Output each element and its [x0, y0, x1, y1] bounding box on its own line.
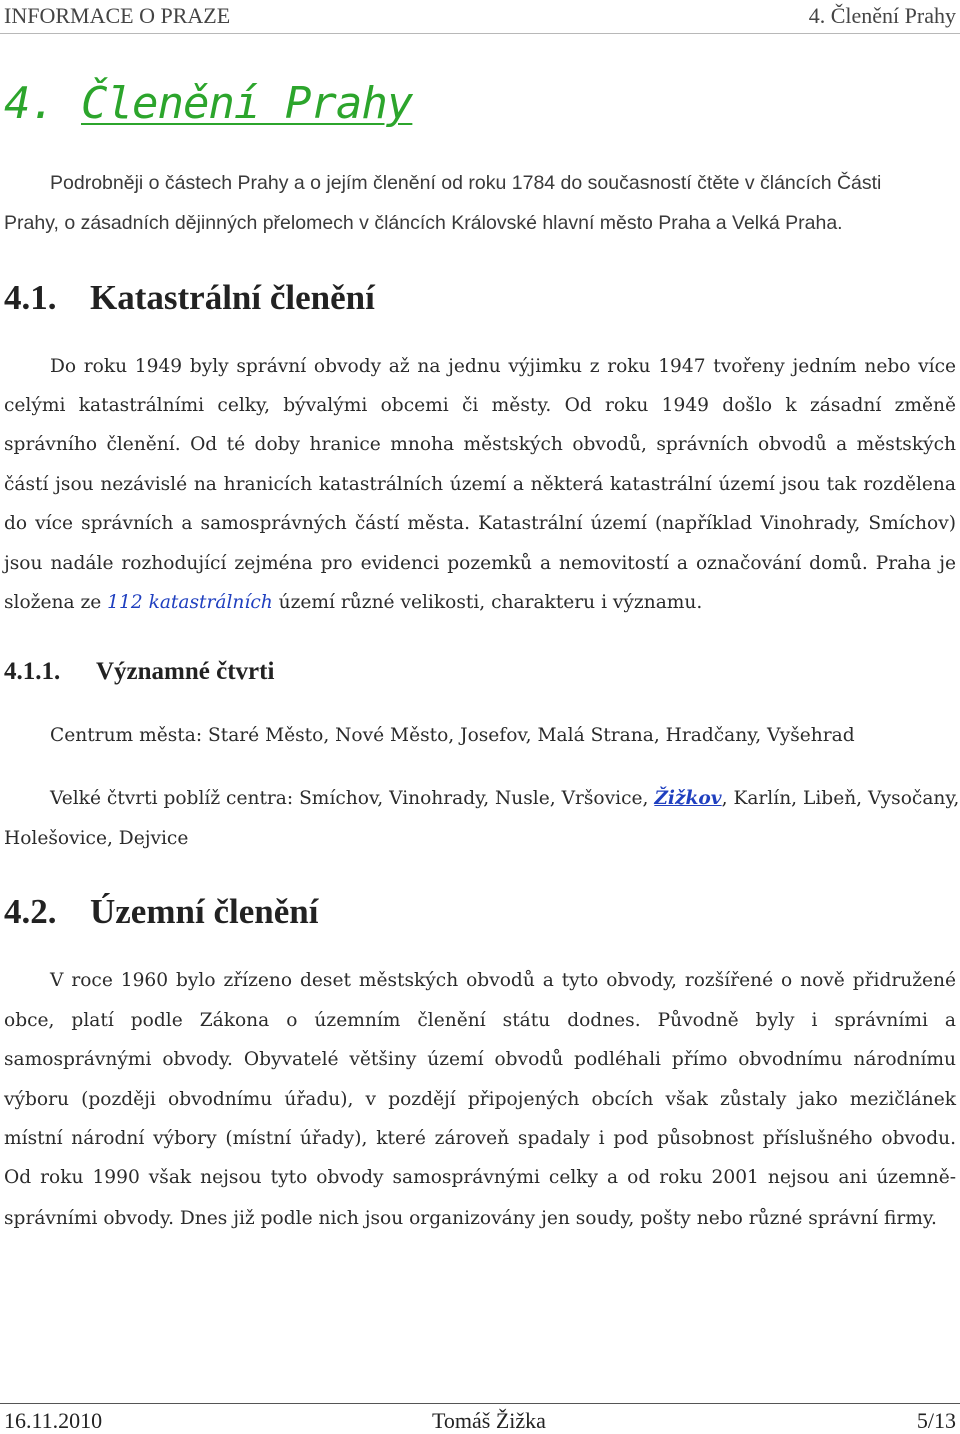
section-title: Územní členění [90, 892, 319, 931]
paragraph-line: Do roku 1949 byly správní obvody až na jednu výjimku z roku 1947 tvořeny jedním nebo více [50, 356, 956, 377]
section-title: Katastrální členění [90, 278, 375, 317]
subsection-number: 4.1.1. [4, 658, 61, 685]
intro-line-1: Podrobněji o částech Prahy a o jejím členění od roku 1784 do současností čtěte v článcích Části [50, 172, 882, 194]
page-title [4, 78, 412, 129]
page-title-number: 4. [4, 78, 55, 129]
paragraph-line: výboru (později obvodnímu úřadu), v pozdějí připojených obcích však zůstaly jako mezičlánek [4, 1089, 956, 1110]
intro-line-2: Prahy, o zásadních dějinných přelomech v článcích Královské hlavní město Praha a Velká Praha. [4, 212, 843, 234]
running-header-left: INFORMACE O PRAZE [4, 3, 231, 28]
paragraph-line: celými katastrálními celky, bývalými obcemi či městy. Od roku 1949 došlo k zásadní změně [4, 395, 956, 416]
section-heading-uzemni [4, 892, 318, 932]
text-run: složena ze [4, 592, 108, 613]
footer-divider [0, 1403, 960, 1404]
text-run: území různé velikosti, charakteru i významu. [272, 592, 703, 613]
centrum-line: Centrum města: Staré Město, Nové Město, Josefov, Malá Strana, Hradčany, Vyšehrad [50, 725, 855, 746]
subsection-title: Významné čtvrti [96, 658, 275, 685]
text-run: , Karlín, Libeň, Vysočany, [721, 788, 960, 809]
paragraph-line: samosprávnými obvody. Obyvatelé většiny území obvodů podléhali přímo obvodnímu národnímu [4, 1049, 956, 1070]
paragraph-line: obce, platí podle Zákona o územním členění státu dodnes. Původně byly i správními a [4, 1010, 956, 1031]
section-number: 4.2. [4, 892, 57, 931]
paragraph-line: správního členění. Od té doby hranice mnoha městských obvodů, správních obvodů a městských [4, 434, 956, 455]
paragraph-line-last [4, 592, 956, 613]
footer-date: 16.11.2010 [4, 1408, 103, 1433]
header-divider [0, 33, 960, 34]
footer-page-number: 5/13 [916, 1408, 956, 1433]
page-title-text[interactable]: Členění Prahy [80, 78, 413, 129]
paragraph-line: do více správních a samosprávných částí města. Katastrální území (například Vinohrady, Smíchov) [4, 513, 956, 534]
velke-ctvrti-line [50, 788, 960, 809]
paragraph-line-last: správními obvody. Dnes již podle nich jsou organizovány jen soudy, pošty nebo různé správní firmy. [4, 1208, 937, 1229]
velke-ctvrti-line-2: Holešovice, Dejvice [4, 828, 189, 849]
section-number: 4.1. [4, 278, 57, 317]
subsection-heading-ctvrti [4, 658, 274, 686]
paragraph-line: jsou nadále rozhodující zejména pro evidenci pozemků a nemovitostí a označování domů. Praha je [4, 553, 956, 574]
running-header-right: 4. Členění Prahy [808, 3, 956, 28]
katastralni-link[interactable]: 112 katastrálních [107, 592, 273, 613]
paragraph-line: V roce 1960 bylo zřízeno deset městských obvodů a tyto obvody, rozšířené o nově přidružené [50, 970, 956, 991]
section-heading-katastralni [4, 278, 375, 318]
zizkov-link[interactable]: Žižkov [654, 788, 722, 809]
footer-author: Tomáš Žižka [432, 1408, 546, 1433]
paragraph-line: částí jsou nezávislé na hranicích katastrálních území a některá katastrální území jsou tak rozdělena [4, 474, 956, 495]
paragraph-line: místní národní výbory (místní úřady), které zároveň spadaly i pod působnost příslušného obvodu. [4, 1128, 956, 1149]
paragraph-line: Od roku 1990 však nejsou tyto obvody samosprávnými celky a od roku 2001 nejsou ani územně- [4, 1167, 956, 1188]
text-run: Velké čtvrti poblíž centra: Smíchov, Vinohrady, Nusle, Vršovice, [50, 788, 655, 809]
